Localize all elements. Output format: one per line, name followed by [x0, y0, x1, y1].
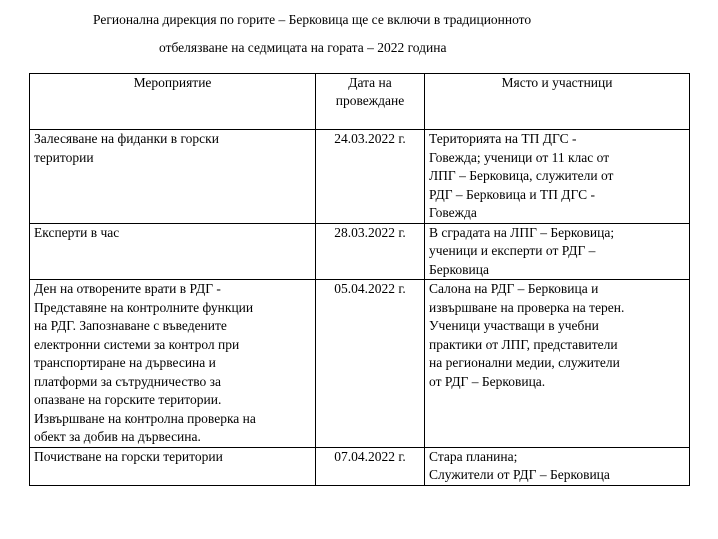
header-event-label: Мероприятие	[133, 75, 212, 90]
events-table	[29, 73, 690, 486]
event-text-line: Почистване на горски територии	[34, 448, 223, 464]
date-cell	[316, 280, 425, 448]
place-cell	[425, 280, 690, 448]
table-row	[30, 130, 690, 224]
date-text: 07.04.2022 г.	[334, 448, 406, 464]
event-text-line: Ден на отворените врати в РДГ -	[34, 281, 221, 296]
header-date-line-2: провеждане	[335, 93, 405, 108]
event-text-line: обект за добив на дървесина.	[34, 429, 201, 444]
place-text-line: на регионални медии, служители	[429, 355, 620, 370]
place-text-line: Територията на ТП ДГС -	[429, 131, 577, 146]
event-cell	[30, 280, 316, 448]
header-date-line-1: Дата на	[348, 75, 392, 90]
event-text-line: Представяне на контролните функции	[34, 299, 254, 315]
place-text-line: РДГ – Берковица и ТП ДГС -	[429, 186, 595, 202]
table-row	[30, 223, 690, 280]
table-row	[30, 280, 690, 448]
place-text-line: Ученици участващи в учебни	[429, 318, 599, 333]
event-text-line: Залесяване на фиданки в горски	[34, 131, 219, 146]
place-text-line: Говежда	[429, 205, 477, 220]
event-text-line: Експерти в час	[34, 224, 120, 240]
event-cell	[30, 447, 316, 485]
place-cell	[425, 130, 690, 224]
date-cell	[316, 223, 425, 280]
header-place-label: Място и участници	[501, 75, 613, 90]
place-text-line: ЛПГ – Берковица, служители от	[429, 168, 614, 183]
header-date	[316, 74, 425, 130]
document-title-line-1: Регионална дирекция по горите – Берковица ще се включи в традиционното	[93, 12, 532, 27]
place-text-line: Служители от РДГ – Берковица	[429, 467, 610, 482]
date-cell	[316, 447, 425, 485]
place-text-line: В сградата на ЛПГ – Берковица;	[429, 224, 615, 240]
header-event	[30, 74, 316, 130]
date-text: 28.03.2022 г.	[334, 224, 406, 240]
event-cell	[30, 130, 316, 224]
header-place	[425, 74, 690, 130]
event-text-line: Извършване на контролна проверка на	[34, 410, 256, 426]
place-text-line: ученици и експерти от РДГ –	[429, 243, 596, 258]
place-text-line: Салона на РДГ – Берковица и	[429, 281, 599, 296]
place-text-line: практики от ЛПГ, представители	[429, 336, 618, 352]
date-cell	[316, 130, 425, 224]
event-text-line: електронни системи за контрол при	[34, 336, 240, 352]
table-row	[30, 447, 690, 485]
table-header-row	[30, 74, 690, 130]
event-text-line: територии	[34, 149, 94, 165]
place-text-line: от РДГ – Берковица.	[429, 373, 546, 389]
place-cell	[425, 447, 690, 485]
date-text: 24.03.2022 г.	[334, 131, 406, 146]
event-text-line: транспортиране на дървесина и	[34, 355, 216, 370]
place-text-line: Стара планина;	[429, 448, 518, 464]
place-cell	[425, 223, 690, 280]
place-text-line: извършване на проверка на терен.	[429, 299, 625, 315]
place-text-line: Берковица	[429, 261, 489, 277]
event-cell	[30, 223, 316, 280]
event-text-line: на РДГ. Запознаване с въведените	[34, 318, 227, 333]
date-text: 05.04.2022 г.	[334, 281, 406, 296]
place-text-line: Говежда; ученици от 11 клас от	[429, 149, 610, 165]
document-title-line-2: отбелязване на седмицата на гората – 2022 година	[159, 40, 447, 55]
event-text-line: опазване на горските територии.	[34, 392, 222, 407]
event-text-line: платформи за сътрудничество за	[34, 373, 221, 389]
